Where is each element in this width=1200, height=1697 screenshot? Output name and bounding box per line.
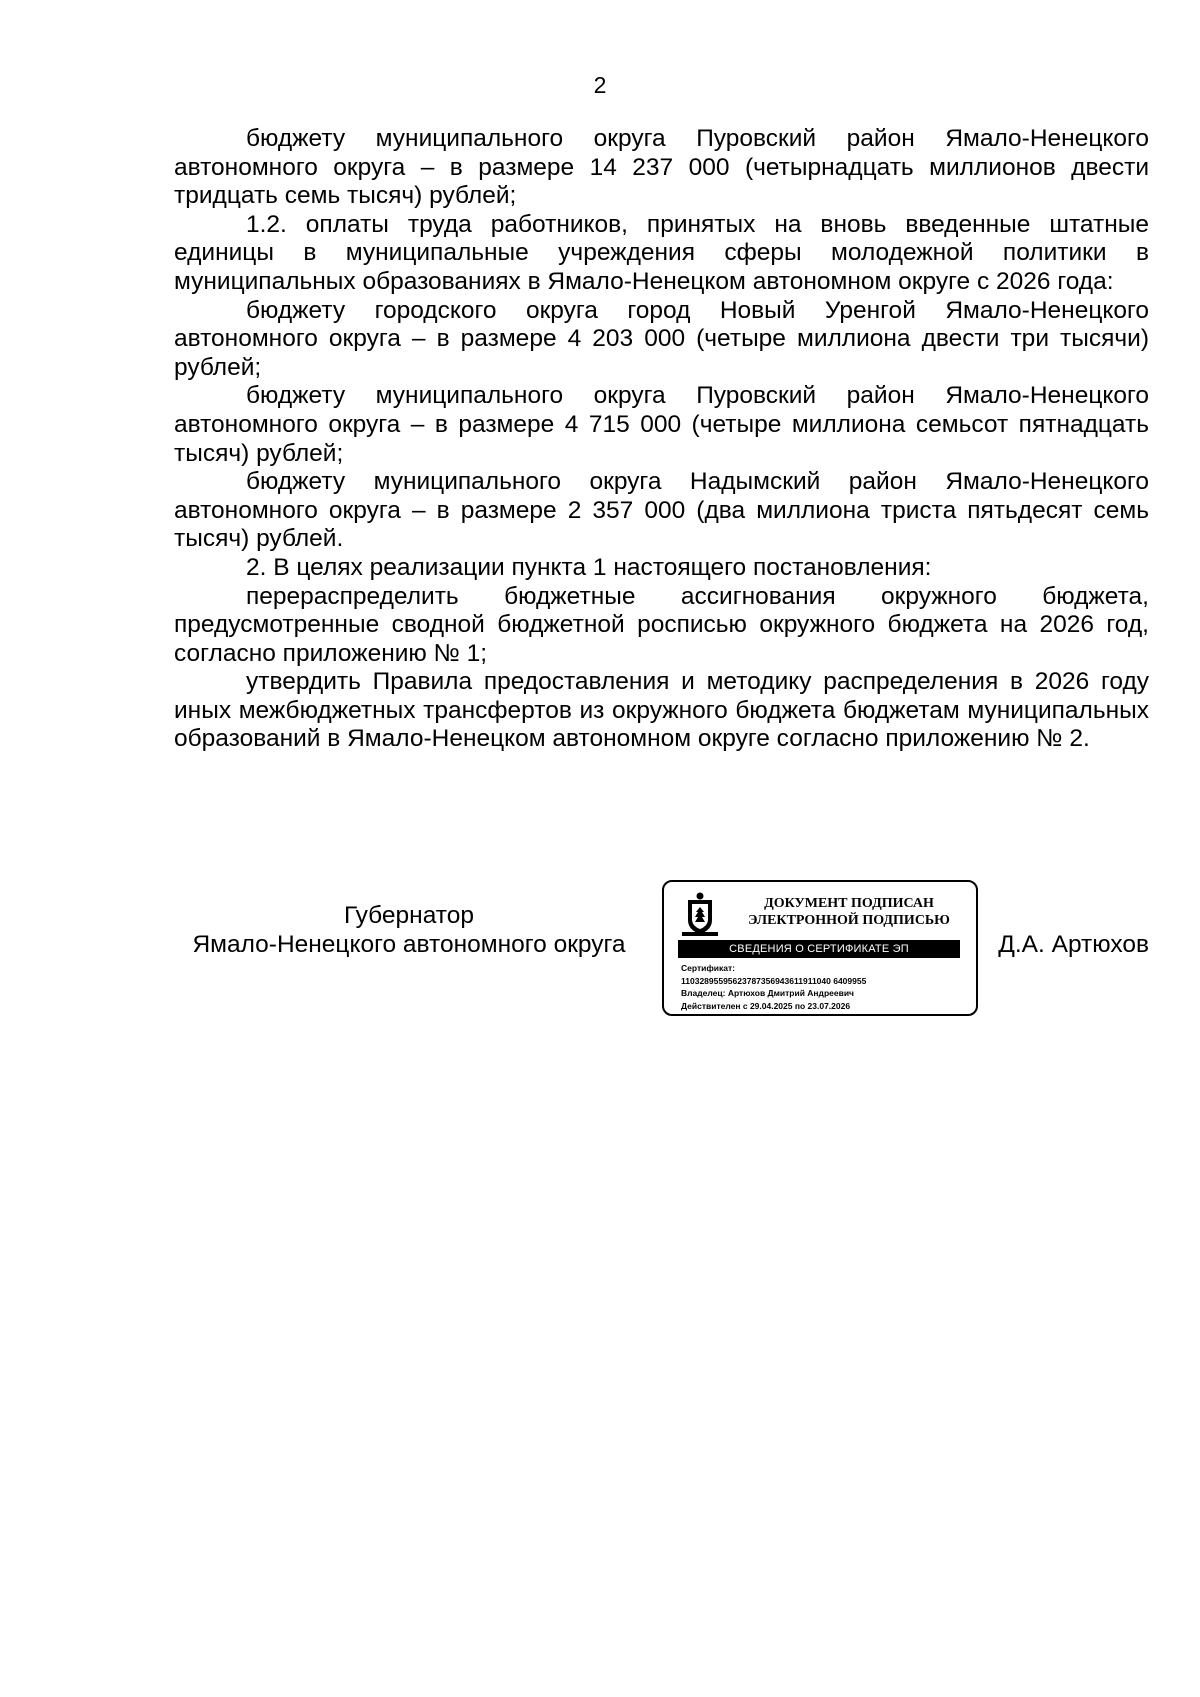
- paragraph: 2. В целях реализации пункта 1 настоящего постановления:: [246, 553, 932, 581]
- coat-of-arms-icon: [680, 890, 720, 938]
- certificate-label: Сертификат:: [681, 963, 735, 973]
- signatory-title-line: Губернатор: [344, 902, 474, 929]
- certificate-owner: Владелец: Артюхов Дмитрий Андреевич: [681, 988, 854, 998]
- stamp-certificate-bar: СВЕДЕНИЯ О СЕРТИФИКАТЕ ЭП: [678, 940, 960, 958]
- stamp-heading: [724, 895, 974, 929]
- certificate-number: 11032895595623787356943611911040 6409955: [681, 975, 867, 986]
- paragraph: бюджету муниципального округа Надымский район Ямало-Ненецкого автономного округа – в размере 2 357 000 (два миллиона триста пятьдесят семь тысяч) рублей.: [174, 468, 1149, 553]
- stamp-heading-line: ЭЛЕКТРОННОЙ ПОДПИСЬЮ: [748, 913, 950, 928]
- document-body: [174, 125, 1149, 754]
- paragraph: бюджету муниципального округа Пуровский район Ямало-Ненецкого автономного округа – в размере 14 237 000 (четырнадцать миллионов двести тридцать семь тысяч) рублей;: [174, 125, 1149, 210]
- paragraph: бюджету муниципального округа Пуровский район Ямало-Ненецкого автономного округа – в размере 4 715 000 (четыре миллиона семьсот пятнадцать тысяч) рублей;: [174, 382, 1149, 467]
- stamp-heading-line: ДОКУМЕНТ ПОДПИСАН: [764, 896, 934, 911]
- signatory-name: Д.А. Артюхов: [998, 931, 1149, 958]
- paragraph: перераспределить бюджетные ассигнования окружного бюджета, предусмотренные сводной бюджетной росписью окружного бюджета на 2026 год, согласно приложению № 1;: [174, 582, 1149, 667]
- certificate-validity: Действителен с 29.04.2025 по 23.07.2026: [681, 1000, 851, 1011]
- page-number: 2: [593, 72, 607, 98]
- electronic-signature-stamp: [662, 880, 978, 1016]
- paragraph: 1.2. оплаты труда работников, принятых на вновь введенные штатные единицы в муниципальные учреждения сферы молодежной политики в муниципальных образованиях в Ямало-Ненецком автономном округе с 2026 года:: [174, 210, 1149, 295]
- signatory-title-line: Ямало-Ненецкого автономного округа: [192, 930, 626, 958]
- signatory-title: [174, 902, 644, 959]
- paragraph: утвердить Правила предоставления и методику распределения в 2026 году иных межбюджетных трансфертов из окружного бюджета бюджетам муниципальных образований в Ямало-Ненецком автономном округе согласно приложению № 2.: [174, 668, 1149, 753]
- signature-block: [174, 880, 1149, 1020]
- paragraph: бюджету городского округа город Новый Уренгой Ямало-Ненецкого автономного округа – в размере 4 203 000 (четыре миллиона двести три тысячи) рублей;: [174, 296, 1149, 381]
- stamp-certificate-details: [681, 962, 971, 1012]
